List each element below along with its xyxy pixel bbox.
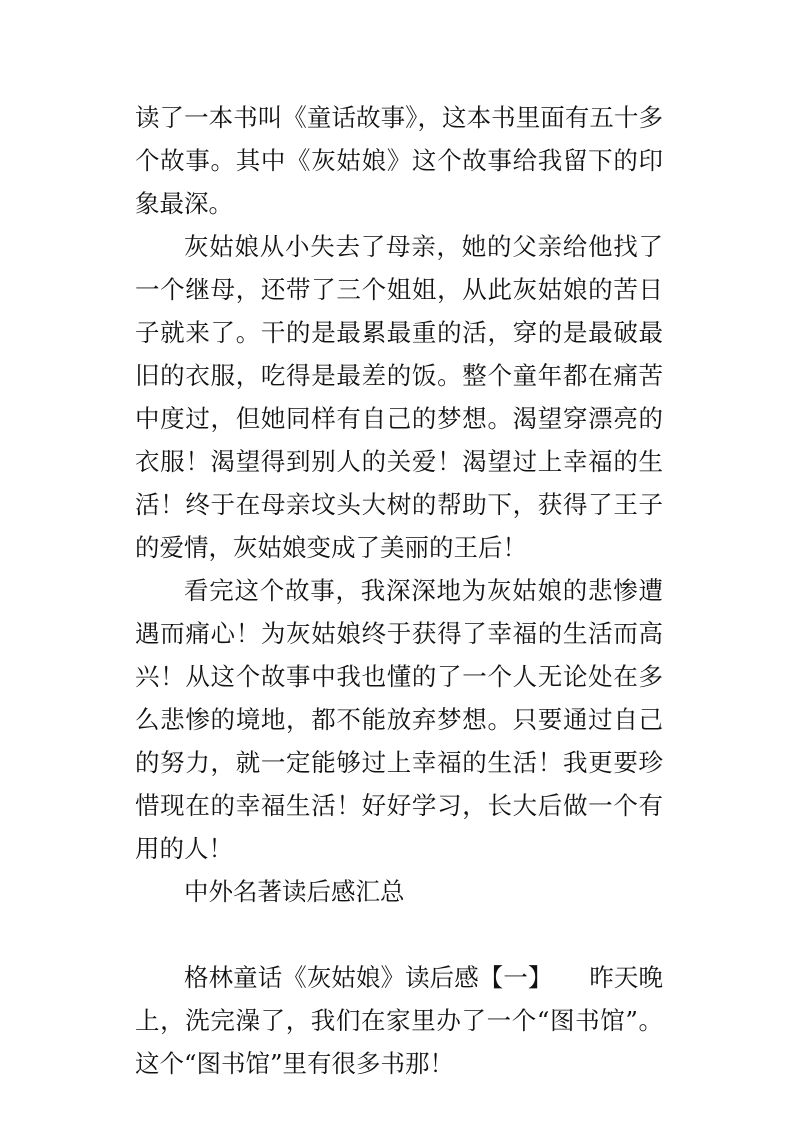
paragraph-reflection: 看完这个故事，我深深地为灰姑娘的悲惨遭遇而痛心！为灰姑娘终于获得了幸福的生活而高兴！从这个故事中我也懂的了一个人无论处在多么悲惨的境地，都不能放弃梦想。只要通过自己的努力，就一定能够过上幸福的生活！我更要珍惜现在的幸福生活！好好学习，长大后做一个有用的人！ xyxy=(135,576,663,863)
paragraph-intro: 读了一本书叫《童话故事》，这本书里面有五十多个故事。其中《灰姑娘》这个故事给我留下的印象最深。 xyxy=(135,103,663,218)
blank-line xyxy=(135,913,663,956)
paragraph-essay-start: 格林童话《灰姑娘》读后感【一】 昨天晚上，洗完澡了，我们在家里办了一个“图书馆”。这个“图书馆”里有很多书那！ xyxy=(135,963,663,1078)
section-title: 中外名著读后感汇总 xyxy=(184,877,405,906)
paragraph-story-summary: 灰姑娘从小失去了母亲，她的父亲给他找了一个继母，还带了三个姐姐，从此灰姑娘的苦日子就来了。干的是最累最重的活，穿的是最破最旧的衣服，吃得是最差的饭。整个童年都在痛苦中度过，但她同样有自己的梦想。渴望穿漂亮的衣服！渴望得到别人的关爱！渴望过上幸福的生活！终于在母亲坟头大树的帮助下，获得了王子的爱情，灰姑娘变成了美丽的王后！ xyxy=(135,232,663,562)
document-body xyxy=(135,96,663,1085)
